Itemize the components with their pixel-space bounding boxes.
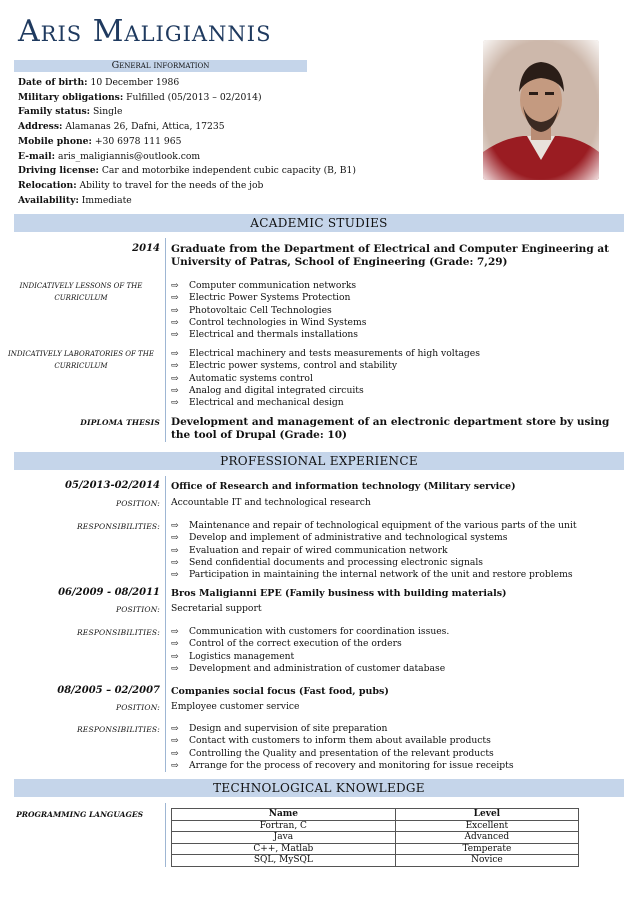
list-item: ⇨ Electrical and thermals installations bbox=[171, 329, 359, 341]
arrow-right-outline-icon: ⇨ bbox=[171, 349, 179, 359]
candidate-name: Aris Maligiannis bbox=[18, 14, 272, 49]
list-item: ⇨ Electrical machinery and tests measurements of high voltages bbox=[171, 348, 480, 359]
arrow-right-outline-icon: ⇨ bbox=[171, 724, 179, 734]
cell-name: C++, Matlab bbox=[172, 843, 396, 855]
table-row bbox=[172, 855, 579, 867]
column-header-name: Name bbox=[172, 809, 396, 821]
position-label: POSITION: bbox=[115, 605, 160, 614]
labs-label: INDICATIVELY LABORATORIES OF THE CURRICULUM bbox=[8, 350, 154, 370]
academic-year: 2014 bbox=[132, 243, 160, 254]
arrow-right-outline-icon: ⇨ bbox=[171, 760, 179, 771]
arrow-right-outline-icon: ⇨ bbox=[171, 651, 179, 662]
job-dates: 08/2005 – 02/2007 bbox=[57, 685, 160, 696]
responsibilities-list bbox=[171, 520, 577, 581]
lessons-label: INDICATIVELY LESSONS OF THE CURRICULUM bbox=[19, 282, 143, 302]
column-header-level: Level bbox=[395, 809, 578, 821]
list-item: ⇨ Electrical and mechanical design bbox=[171, 397, 344, 409]
experience-divider bbox=[165, 476, 166, 772]
arrow-right-outline-icon: ⇨ bbox=[171, 639, 179, 650]
job-company: Bros Maligianni EPE (Family business with building materials) bbox=[171, 588, 507, 599]
arrow-right-outline-icon: ⇨ bbox=[171, 317, 179, 328]
arrow-right-outline-icon: ⇨ bbox=[171, 373, 179, 384]
info-row-family: Family status: Single bbox=[18, 106, 123, 118]
programming-languages-table bbox=[171, 808, 579, 867]
arrow-right-outline-icon: ⇨ bbox=[171, 398, 179, 409]
position-label: POSITION: bbox=[115, 499, 160, 508]
arrow-right-outline-icon: ⇨ bbox=[171, 305, 179, 316]
arrow-right-outline-icon: ⇨ bbox=[171, 557, 179, 568]
arrow-right-outline-icon: ⇨ bbox=[171, 281, 179, 291]
cell-name: Fortran, C bbox=[172, 820, 396, 832]
arrow-right-outline-icon: ⇨ bbox=[171, 385, 179, 396]
academic-divider bbox=[165, 238, 166, 442]
responsibilities-label: RESPONSIBILITIES: bbox=[76, 725, 160, 734]
profile-photo bbox=[483, 40, 599, 180]
list-item: ⇨ Automatic systems control bbox=[171, 372, 313, 384]
job-company: Companies social focus (Fast food, pubs) bbox=[171, 686, 389, 697]
list-item: ⇨ Evaluation and repair of wired communication network bbox=[171, 544, 448, 556]
responsibilities-label: RESPONSIBILITIES: bbox=[76, 522, 160, 531]
info-row-address: Address: Alamanas 26, Dafni, Attica, 17235 bbox=[18, 121, 225, 133]
info-row-military: Military obligations: Fulfilled (05/2013 – 02/2014) bbox=[18, 91, 262, 103]
info-row-dob: Date of birth: 10 December 1986 bbox=[18, 77, 180, 88]
arrow-right-outline-icon: ⇨ bbox=[171, 663, 179, 674]
list-item: ⇨ Control technologies in Wind Systems bbox=[171, 316, 367, 328]
list-item: ⇨ Computer communication networks bbox=[171, 280, 357, 291]
cell-level: Excellent bbox=[395, 820, 578, 832]
arrow-right-outline-icon: ⇨ bbox=[171, 748, 179, 759]
general-info-list bbox=[18, 76, 356, 208]
list-item: ⇨ Arrange for the process of recovery and monitoring for issue receipts bbox=[171, 759, 514, 771]
general-info-header bbox=[14, 60, 307, 72]
tech-divider bbox=[165, 803, 166, 867]
table-header-row bbox=[172, 809, 579, 821]
cell-name: Java bbox=[172, 832, 396, 844]
list-item: ⇨ Analog and digital integrated circuits bbox=[171, 384, 364, 396]
table-row bbox=[172, 832, 579, 844]
job-company: Office of Research and information technology (Military service) bbox=[171, 481, 516, 492]
experience-title: PROFESSIONAL EXPERIENCE bbox=[220, 454, 418, 468]
list-item: ⇨ Design and supervision of site preparation bbox=[171, 723, 388, 734]
academic-degree: Graduate from the Department of Electrical and Computer Engineering at University of Patras, School of Engineering (Grade: 7,29) bbox=[171, 243, 609, 268]
arrow-right-outline-icon: ⇨ bbox=[171, 545, 179, 556]
job-dates: 05/2013-02/2014 bbox=[65, 480, 160, 491]
responsibilities-list bbox=[171, 626, 449, 675]
list-item: ⇨ Development and administration of customer database bbox=[171, 662, 446, 674]
thesis-title: Development and management of an electronic department store by using the tool of Drupal (Grade: 10) bbox=[171, 416, 610, 441]
info-row-phone: Mobile phone: +30 6978 111 965 bbox=[18, 135, 182, 147]
arrow-right-outline-icon: ⇨ bbox=[171, 330, 179, 341]
thesis-label: DIPLOMA THESIS bbox=[80, 418, 160, 427]
arrow-right-outline-icon: ⇨ bbox=[171, 627, 179, 637]
portrait-image bbox=[483, 40, 599, 180]
cell-level: Advanced bbox=[395, 832, 578, 844]
table-row bbox=[172, 820, 579, 832]
job-position: Secretarial support bbox=[171, 603, 262, 614]
cell-level: Novice bbox=[395, 855, 578, 867]
list-item: ⇨ Develop and implement of administrative and technological systems bbox=[171, 532, 508, 544]
list-item: ⇨ Logistics management bbox=[171, 650, 295, 662]
arrow-right-outline-icon: ⇨ bbox=[171, 361, 179, 372]
academic-title: ACADEMIC STUDIES bbox=[250, 216, 388, 230]
list-item: ⇨ Electric power systems, control and stability bbox=[171, 360, 398, 372]
table-row bbox=[172, 843, 579, 855]
info-row-relocation: Relocation: Ability to travel for the needs of the job bbox=[18, 179, 264, 191]
experience-section-header bbox=[14, 452, 624, 470]
lessons-list bbox=[171, 280, 366, 341]
arrow-right-outline-icon: ⇨ bbox=[171, 533, 179, 544]
academic-section-header bbox=[14, 214, 624, 232]
tech-title: TECHNOLOGICAL KNOWLEDGE bbox=[213, 781, 425, 795]
job-position: Accountable IT and technological research bbox=[171, 497, 371, 508]
list-item: ⇨ Send confidential documents and processing electronic signals bbox=[171, 556, 483, 568]
list-item: ⇨ Photovoltaic Cell Technologies bbox=[171, 304, 332, 316]
position-label: POSITION: bbox=[115, 703, 160, 712]
programming-languages-label: PROGRAMMING LANGUAGES bbox=[16, 810, 143, 819]
responsibilities-list bbox=[171, 723, 514, 772]
list-item: ⇨ Participation in maintaining the internal network of the unit and restore problems bbox=[171, 569, 573, 581]
cell-name: SQL, MySQL bbox=[172, 855, 396, 867]
tech-section-header bbox=[14, 779, 624, 797]
labs-list bbox=[171, 348, 480, 409]
info-row-availability: Availability: Immediate bbox=[18, 194, 132, 206]
list-item: ⇨ Electric Power Systems Protection bbox=[171, 292, 351, 304]
general-info-title: General information bbox=[111, 60, 210, 71]
cell-level: Temperate bbox=[395, 843, 578, 855]
job-position: Employee customer service bbox=[171, 701, 300, 712]
job-dates: 06/2009 - 08/2011 bbox=[58, 587, 160, 598]
list-item: ⇨ Contact with customers to inform them about available products bbox=[171, 735, 491, 747]
responsibilities-label: RESPONSIBILITIES: bbox=[76, 628, 160, 637]
list-item: ⇨ Maintenance and repair of technological equipment of the various parts of the unit bbox=[171, 520, 577, 531]
arrow-right-outline-icon: ⇨ bbox=[171, 293, 179, 304]
list-item: ⇨ Communication with customers for coordination issues. bbox=[171, 626, 450, 637]
arrow-right-outline-icon: ⇨ bbox=[171, 736, 179, 747]
info-row-license: Driving license: Car and motorbike independent cubic capacity (B, B1) bbox=[18, 165, 356, 177]
arrow-right-outline-icon: ⇨ bbox=[171, 521, 179, 531]
list-item: ⇨ Control of the correct execution of the orders bbox=[171, 638, 402, 650]
arrow-right-outline-icon: ⇨ bbox=[171, 570, 179, 581]
list-item: ⇨ Controlling the Quality and presentation of the relevant products bbox=[171, 747, 494, 759]
info-row-email: E-mail: aris_maligiannis@outlook.com bbox=[18, 150, 201, 162]
